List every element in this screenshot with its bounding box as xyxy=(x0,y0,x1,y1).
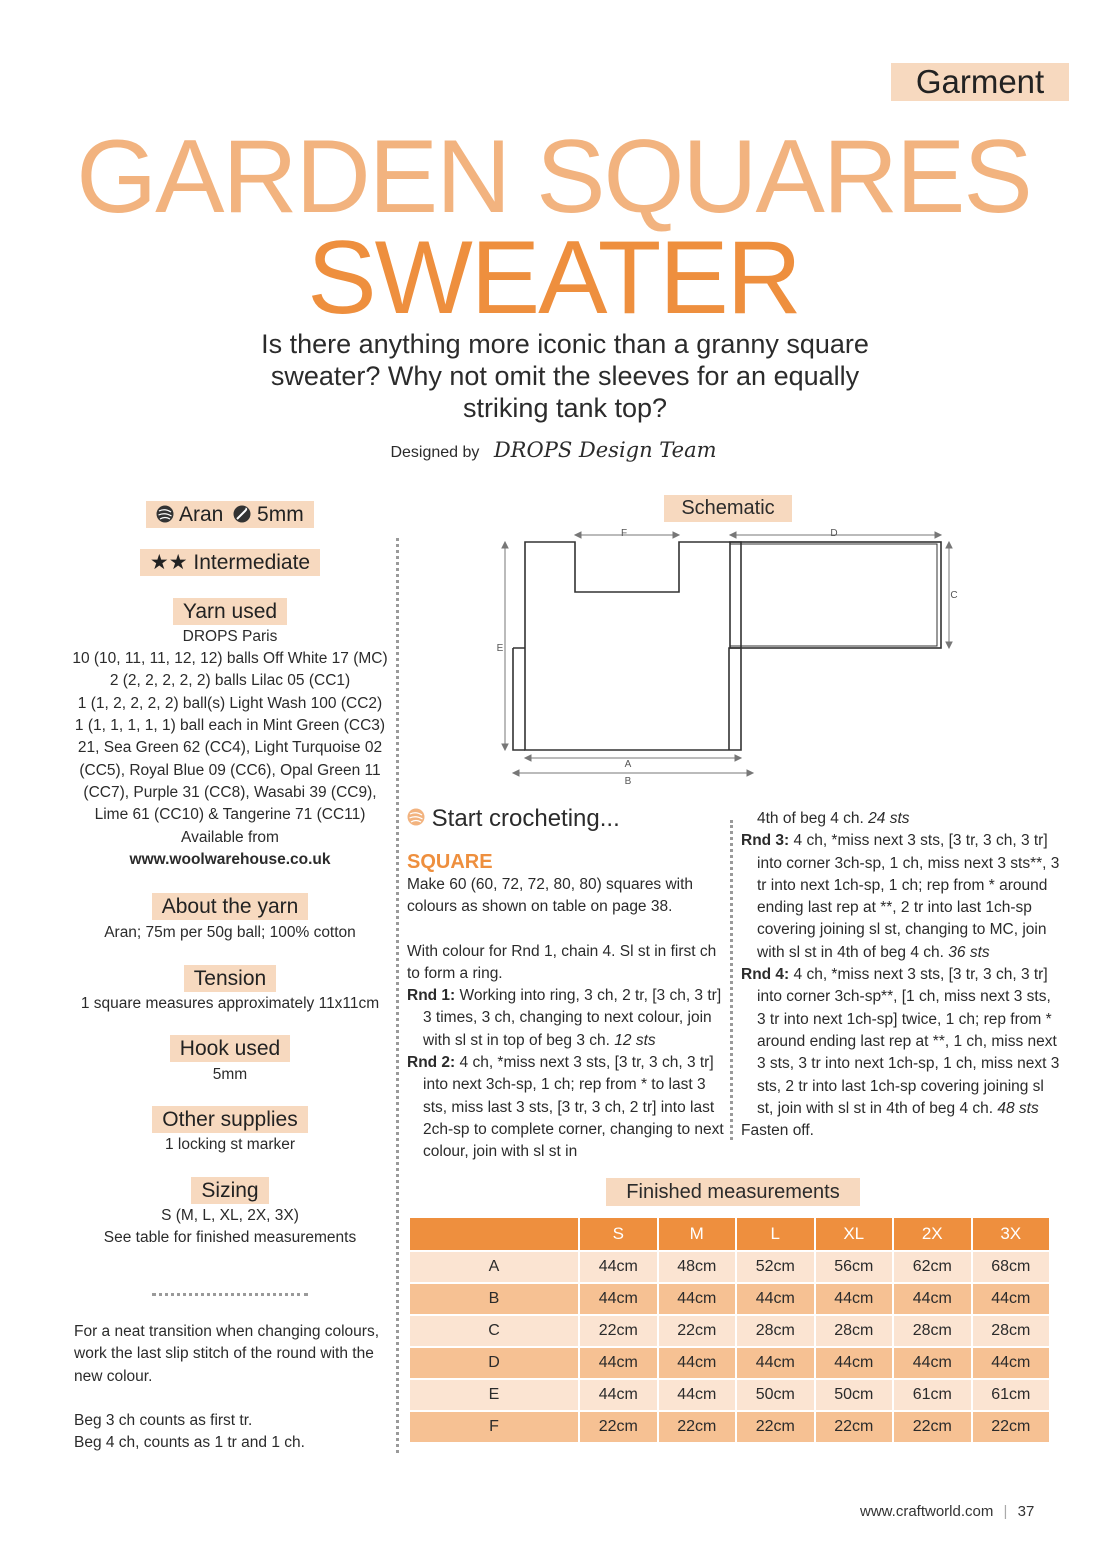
row-label: A xyxy=(409,1251,579,1283)
table-cell: 44cm xyxy=(815,1347,894,1379)
tension-text: 1 square measures approximately 11x11cm xyxy=(80,995,380,1013)
table-cell: 28cm xyxy=(972,1315,1051,1347)
table-cell: 44cm xyxy=(579,1283,658,1315)
table-cell: 44cm xyxy=(736,1347,815,1379)
table-cell: 44cm xyxy=(579,1347,658,1379)
about-yarn-text: Aran; 75m per 50g ball; 100% cotton xyxy=(104,924,356,942)
table-cell: 44cm xyxy=(815,1283,894,1315)
tip-beginning-chains: Beg 3 ch counts as first tr. Beg 4 ch, counts as 1 tr and 1 ch. xyxy=(74,1411,305,1452)
tension-heading: Tension xyxy=(184,965,276,992)
hook-size: 5mm xyxy=(257,503,304,526)
instructions-col-1 xyxy=(407,804,729,1164)
fasten-off: Fasten off. xyxy=(741,1122,814,1140)
table-row xyxy=(409,1411,1050,1443)
row-label: C xyxy=(409,1315,579,1347)
table-row xyxy=(409,1251,1050,1283)
round-3 xyxy=(741,830,1061,964)
start-heading xyxy=(407,804,729,834)
round-2 xyxy=(407,1052,729,1163)
table-row xyxy=(409,1315,1050,1347)
about-yarn-heading: About the yarn xyxy=(152,893,309,920)
instructions-divider xyxy=(730,820,733,1140)
yarn-hook-badge xyxy=(146,501,313,528)
table-cell: 44cm xyxy=(579,1251,658,1283)
table-cell: 50cm xyxy=(815,1379,894,1411)
row-label: F xyxy=(409,1411,579,1443)
table-cell: 22cm xyxy=(579,1315,658,1347)
table-cell: 61cm xyxy=(972,1379,1051,1411)
size-header: M xyxy=(658,1217,737,1251)
designer-credit xyxy=(0,438,1107,462)
measurements-heading: Finished measurements xyxy=(606,1178,860,1206)
instructions-col-2 xyxy=(741,808,1061,1142)
row-label: E xyxy=(409,1379,579,1411)
hook-text: 5mm xyxy=(212,1065,248,1083)
measurements-table xyxy=(408,1216,1051,1444)
square-heading: SQUARE xyxy=(407,851,493,873)
table-cell: 44cm xyxy=(893,1283,972,1315)
page-title-line2: SWEATER xyxy=(307,220,800,336)
foundation-text: With colour for Rnd 1, chain 4. Sl st in first ch to form a ring. xyxy=(407,942,717,982)
label-e: E xyxy=(496,643,504,654)
tips xyxy=(74,1321,394,1476)
sizing-heading: Sizing xyxy=(191,1177,268,1204)
table-cell: 28cm xyxy=(893,1315,972,1347)
table-row xyxy=(409,1347,1050,1379)
size-header: L xyxy=(736,1217,815,1251)
table-cell: 22cm xyxy=(736,1411,815,1443)
table-cell: 62cm xyxy=(893,1251,972,1283)
start-heading-text: Start crocheting... xyxy=(431,805,620,832)
schematic-diagram xyxy=(492,522,962,792)
size-header: XL xyxy=(815,1217,894,1251)
round-2-text: 4 ch, *miss next 3 sts, [3 tr, 3 ch, 3 tr] into next 3ch-sp, 1 ch; rep from * to last 3 sts, miss last 3 sts, [3 tr, 3 ch, 2 tr] into last 2ch-sp to complete corner, changing to next colour, join with sl st in xyxy=(423,1054,724,1161)
table-cell: 22cm xyxy=(893,1411,972,1443)
round-4-count: 48 sts xyxy=(997,1099,1039,1117)
yarn-used-heading: Yarn used xyxy=(173,598,287,625)
hook-icon xyxy=(233,505,251,523)
sidebar xyxy=(60,500,400,1249)
label-d: D xyxy=(830,528,838,539)
table-cell: 22cm xyxy=(579,1411,658,1443)
round-1-text: Working into ring, 3 ch, 2 tr, [3 ch, 3 tr] 3 times, 3 ch, changing to next colour, join with sl st in top of beg 3 ch. xyxy=(423,987,722,1049)
table-cell: 44cm xyxy=(736,1283,815,1315)
designer-label: Designed by xyxy=(390,444,480,461)
yarn-line: (CC5), Royal Blue 09 (CC6), Opal Green 11 xyxy=(79,761,381,779)
round-3-text: 4 ch, *miss next 3 sts, [3 tr, 3 ch, 3 tr] into corner 3ch-sp, 1 ch, miss next 3 sts**, 3 tr into next 1ch-sp, 1 ch; rep from * around ending last rep at **, 2 tr into last 1ch-sp covering joining sl st, changing to MC, join with sl st in 4th of beg 4 ch. xyxy=(757,832,1060,961)
yarn-line: 10 (10, 11, 11, 12, 12) balls Off White 17 (MC) xyxy=(72,650,388,668)
footer-separator: | xyxy=(1003,1503,1008,1520)
table-cell: 22cm xyxy=(815,1411,894,1443)
table-cell: 44cm xyxy=(893,1347,972,1379)
skill-level: ★★ Intermediate xyxy=(140,549,320,576)
yarn-line: Available from xyxy=(181,828,279,846)
sleeve-inner-outline xyxy=(730,544,937,646)
sizing-sizes: S (M, L, XL, 2X, 3X) xyxy=(161,1206,299,1224)
table-row xyxy=(409,1283,1050,1315)
label-b: B xyxy=(624,776,632,787)
yarn-line: Lime 61 (CC10) & Tangerine 71 (CC11) xyxy=(94,806,366,824)
page-footer xyxy=(860,1503,1060,1520)
yarn-line: DROPS Paris xyxy=(182,627,278,645)
sidebar-divider xyxy=(152,1293,308,1296)
yarn-line: 1 (1, 1, 1, 1, 1) ball each in Mint Green (CC3) xyxy=(74,717,386,735)
round-1-count: 12 sts xyxy=(614,1031,656,1049)
table-cell: 61cm xyxy=(893,1379,972,1411)
designer-name: DROPS Design Team xyxy=(493,438,717,462)
tip-colour-change: For a neat transition when changing colours, work the last slip stitch of the round with the new colour. xyxy=(74,1323,380,1385)
round-2-label: Rnd 2: xyxy=(407,1054,456,1072)
table-cell: 48cm xyxy=(658,1251,737,1283)
table-cell: 44cm xyxy=(972,1283,1051,1315)
round-2-cont-text: 4th of beg 4 ch. xyxy=(757,810,869,827)
yarn-line: 21, Sea Green 62 (CC4), Light Turquoise 02 xyxy=(77,739,383,757)
page-number: 37 xyxy=(1017,1503,1035,1520)
yarn-supplier-link[interactable]: www.woolwarehouse.co.uk xyxy=(129,850,331,868)
yarn-weight: Aran xyxy=(178,503,224,526)
hook-heading: Hook used xyxy=(170,1035,290,1062)
table-cell: 44cm xyxy=(579,1379,658,1411)
table-cell: 22cm xyxy=(972,1411,1051,1443)
table-cell: 68cm xyxy=(972,1251,1051,1283)
round-1 xyxy=(407,985,729,1052)
yarn-line: 2 (2, 2, 2, 2, 2) balls Lilac 05 (CC1) xyxy=(109,672,351,690)
table-cell: 52cm xyxy=(736,1251,815,1283)
table-cell: 28cm xyxy=(736,1315,815,1347)
round-3-label: Rnd 3: xyxy=(741,832,790,850)
round-3-count: 36 sts xyxy=(948,943,990,961)
column-divider xyxy=(396,538,399,1453)
table-cell: 56cm xyxy=(815,1251,894,1283)
table-header-row xyxy=(409,1217,1050,1251)
label-c: C xyxy=(950,590,958,601)
table-row xyxy=(409,1379,1050,1411)
table-cell: 44cm xyxy=(658,1347,737,1379)
page-title-line1: GARDEN SQUARES xyxy=(76,119,1031,235)
square-intro: Make 60 (60, 72, 72, 80, 80) squares with colours as shown on table on page 38. xyxy=(407,876,694,916)
sleeve-outline xyxy=(730,542,941,648)
round-1-label: Rnd 1: xyxy=(407,987,456,1005)
table-cell: 44cm xyxy=(658,1283,737,1315)
category-tag: Garment xyxy=(891,63,1069,101)
table-cell: 44cm xyxy=(658,1379,737,1411)
size-header: S xyxy=(579,1217,658,1251)
round-2-continued xyxy=(741,808,1061,830)
row-label: B xyxy=(409,1283,579,1315)
label-a: A xyxy=(624,759,632,770)
schematic-heading: Schematic xyxy=(664,495,792,522)
size-header: 3X xyxy=(972,1217,1051,1251)
table-cell: 22cm xyxy=(658,1411,737,1443)
size-header: 2X xyxy=(893,1217,972,1251)
table-cell: 44cm xyxy=(972,1347,1051,1379)
round-4-text: 4 ch, *miss next 3 sts, [3 tr, 3 ch, 3 tr] into corner 3ch-sp**, [1 ch, miss next 3 sts, 3 tr into next 1ch-sp] twice, 1 ch; rep from * around ending last rep at **, 1 ch, miss next 3 sts, 3 tr into next 1ch-sp, 1 ch, miss next 3 sts, 2 tr into last 1ch-sp covering joining sl st, join with sl st in 4th of beg 4 ch. xyxy=(757,966,1060,1117)
other-supplies-heading: Other supplies xyxy=(152,1106,307,1133)
round-4-label: Rnd 4: xyxy=(741,966,790,984)
round-2-count: 24 sts xyxy=(868,810,910,827)
row-label: D xyxy=(409,1347,579,1379)
intro-text: Is there anything more iconic than a granny square sweater? Why not omit the sleeves for an equally striking tank top? xyxy=(261,329,869,423)
table-cell: 50cm xyxy=(736,1379,815,1411)
table-cell: 28cm xyxy=(815,1315,894,1347)
yarn-ball-icon xyxy=(156,505,174,523)
yarn-line: (CC7), Purple 31 (CC8), Wasabi 39 (CC9), xyxy=(83,783,377,801)
footer-site[interactable]: www.craftworld.com xyxy=(860,1503,994,1520)
other-supplies-text: 1 locking st marker xyxy=(164,1136,296,1154)
back-panel-edge xyxy=(513,648,741,750)
front-panel-outline xyxy=(525,542,741,750)
sizing-note: See table for finished measurements xyxy=(103,1229,357,1247)
table-cell: 22cm xyxy=(658,1315,737,1347)
yarn-ball-icon xyxy=(407,808,425,826)
table-corner-cell xyxy=(409,1217,579,1251)
yarn-line: 1 (1, 2, 2, 2, 2) ball(s) Light Wash 100 (CC2) xyxy=(77,694,383,712)
round-4 xyxy=(741,964,1061,1120)
label-f: F xyxy=(620,528,628,539)
